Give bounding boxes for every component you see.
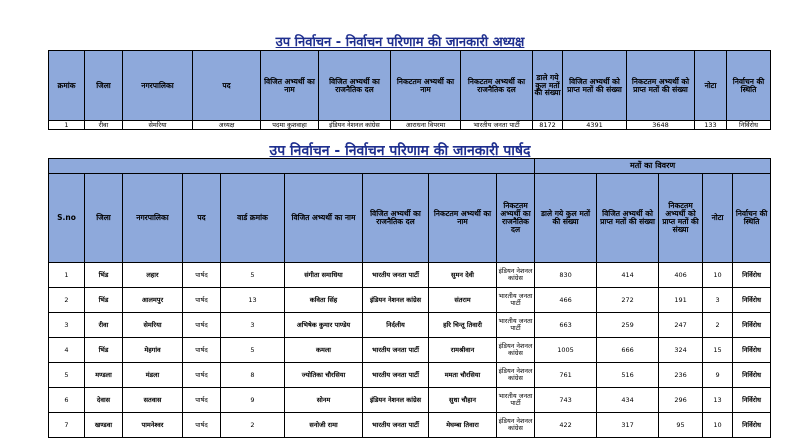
table-cell: आलमपुर <box>123 288 183 313</box>
table-cell: निर्विरोध <box>733 338 771 363</box>
table-cell: 422 <box>535 413 597 438</box>
table-cell: 8172 <box>533 121 563 130</box>
table1-header-cell: डाले गये कुल मतों की संख्या <box>533 51 563 121</box>
table-row <box>49 363 771 388</box>
table-cell: मण्डला <box>85 363 123 388</box>
table-cell: 324 <box>659 338 703 363</box>
table-cell: 3648 <box>627 121 695 130</box>
parshad-results-table <box>48 158 771 438</box>
table-cell: पार्षद <box>183 288 221 313</box>
table-cell: 4 <box>49 338 85 363</box>
table1-header-cell: निकटतम अभ्यर्थी को प्राप्त मतों की संख्या <box>627 51 695 121</box>
table-cell: 830 <box>535 263 597 288</box>
table-cell: 8 <box>221 363 285 388</box>
table2-group-header-row <box>49 159 771 174</box>
table-cell: निर्विरोध <box>727 121 771 130</box>
table-row <box>49 288 771 313</box>
table2-header-cell: नगरपालिका <box>123 174 183 263</box>
table-cell: 272 <box>597 288 659 313</box>
table-cell: अभिषेक कुमार पाण्डेय <box>285 313 363 338</box>
table-cell: 1005 <box>535 338 597 363</box>
table-cell: रीवा <box>85 313 123 338</box>
table-row <box>49 121 771 130</box>
table-cell: भिंड <box>85 263 123 288</box>
table2-header-cell: S.no <box>49 174 85 263</box>
table-cell: 15 <box>703 338 733 363</box>
table-cell: पार्षद <box>183 263 221 288</box>
table-cell: 2 <box>221 413 285 438</box>
table-cell: 13 <box>703 388 733 413</box>
table-cell: मंडला <box>123 363 183 388</box>
table-cell: 3 <box>49 313 85 338</box>
table-cell: 10 <box>703 413 733 438</box>
table1-header-cell: नोटा <box>695 51 727 121</box>
table-cell: पार्षद <box>183 363 221 388</box>
table2-group-spacer <box>49 159 535 174</box>
table2-header-cell: विजित अभ्यर्थी का राजनैतिक दल <box>363 174 429 263</box>
table2-body <box>49 263 771 438</box>
table-cell: इंडियन नेशनल कांग्रेस <box>363 288 429 313</box>
table-cell: इंडियन नेशनल कांग्रेस <box>497 413 535 438</box>
table-cell: ज्योतिका चौरसिया <box>285 363 363 388</box>
table-cell: भारतीय जनता पार्टी <box>497 288 535 313</box>
table-cell: सेमरिया <box>123 313 183 338</box>
table-cell: भारतीय जनता पार्टी <box>461 121 533 130</box>
table-cell: कमला <box>285 338 363 363</box>
table-cell: 191 <box>659 288 703 313</box>
table-cell: निर्विरोध <box>733 263 771 288</box>
table-cell: 2 <box>703 313 733 338</box>
table-cell: 5 <box>49 363 85 388</box>
table-cell: 5 <box>221 338 285 363</box>
table-cell: इंडियन नेशनल कांग्रेस <box>319 121 391 130</box>
table-cell: 317 <box>597 413 659 438</box>
table-cell: निर्विरोध <box>733 413 771 438</box>
table-cell: भारतीय जनता पार्टी <box>363 263 429 288</box>
table2-header-cell: नोटा <box>703 174 733 263</box>
table-row <box>49 388 771 413</box>
table-cell: 434 <box>597 388 659 413</box>
table-cell: 13 <box>221 288 285 313</box>
table-cell: पार्षद <box>183 338 221 363</box>
table-cell: पदमा कुशवाहा <box>261 121 319 130</box>
table-cell: आराधना विपरमा <box>391 121 461 130</box>
table-cell: भारतीय जनता पार्टी <box>363 413 429 438</box>
table-cell: इंडियन नेशनल कांग्रेस <box>497 338 535 363</box>
table2-header-cell: पद <box>183 174 221 263</box>
table-cell: 666 <box>597 338 659 363</box>
table-cell: पार्षद <box>183 388 221 413</box>
table-cell: निर्विरोध <box>733 388 771 413</box>
table1-header-cell: क्रमांक <box>49 51 85 121</box>
table-cell: निर्विरोध <box>733 313 771 338</box>
table1-header-row <box>49 51 771 121</box>
table-row <box>49 263 771 288</box>
table-cell: सोनम <box>285 388 363 413</box>
table-cell: 761 <box>535 363 597 388</box>
table1-header-cell: जिला <box>85 51 123 121</box>
table2-header-cell: विजित अभ्यर्थी का नाम <box>285 174 363 263</box>
table-cell: निर्दलीय <box>363 313 429 338</box>
table-cell: 414 <box>597 263 659 288</box>
table-cell: पार्षद <box>183 413 221 438</box>
table2-header-cell: निकटतम अभ्यर्थी का राजनैतिक दल <box>497 174 535 263</box>
table-cell: रामश्रीवान <box>429 338 497 363</box>
table-cell: देवास <box>85 388 123 413</box>
table-cell: सनोजी रामा <box>285 413 363 438</box>
table-cell: सुधा चौहान <box>429 388 497 413</box>
table-cell: 406 <box>659 263 703 288</box>
table-cell: 4391 <box>563 121 627 130</box>
title-adhyaksh: उप निर्वाचन - निर्वाचन परिणाम की जानकारी अध्यक्ष <box>275 35 525 50</box>
table-cell: 133 <box>695 121 727 130</box>
table1-header-cell: नगरपालिका <box>123 51 193 121</box>
table-row <box>49 338 771 363</box>
table1-header-cell: निर्वाचन की स्थिति <box>727 51 771 121</box>
table-cell: 9 <box>703 363 733 388</box>
table-cell: भिंड <box>85 288 123 313</box>
table2-header-row <box>49 174 771 263</box>
table-cell: सेमरिया <box>123 121 193 130</box>
table-cell: हरि चिन्तू तिवारी <box>429 313 497 338</box>
table-cell: इंडियन नेशनल कांग्रेस <box>497 263 535 288</box>
table-cell: निर्विरोध <box>733 288 771 313</box>
table-cell: भिंड <box>85 338 123 363</box>
adhyaksh-results-table <box>48 50 771 130</box>
title-parshad: उप निर्वाचन - निर्वाचन परिणाम की जानकारी पार्षद <box>269 143 531 159</box>
table-cell: भारतीय जनता पार्टी <box>363 363 429 388</box>
table-cell: 743 <box>535 388 597 413</box>
table-cell: 466 <box>535 288 597 313</box>
table2-header-cell: निकटतम अभ्यर्थी को प्राप्त मतों की संख्या <box>659 174 703 263</box>
table-cell: सुमन देवी <box>429 263 497 288</box>
table-cell: 247 <box>659 313 703 338</box>
table2-header-cell: वार्ड क्रमांक <box>221 174 285 263</box>
table1-header-cell: निकटतम अभ्यर्थी का नाम <box>391 51 461 121</box>
table1-header-cell: निकटतम अभ्यर्थी का राजनैतिक दल <box>461 51 533 121</box>
table-cell: 10 <box>703 263 733 288</box>
table-cell: 663 <box>535 313 597 338</box>
table-cell: निर्विरोध <box>733 363 771 388</box>
table2-header-cell: निकटतम अभ्यर्थी का नाम <box>429 174 497 263</box>
table-cell: 6 <box>49 388 85 413</box>
table-cell: मेहगांव <box>123 338 183 363</box>
table-cell: लहार <box>123 263 183 288</box>
table-cell: खण्डवा <box>85 413 123 438</box>
table-cell: अध्यक्ष <box>193 121 261 130</box>
table-cell: पामनेश्वर <box>123 413 183 438</box>
table-cell: कविता सिंह <box>285 288 363 313</box>
table-cell: 296 <box>659 388 703 413</box>
table-cell: पार्षद <box>183 313 221 338</box>
table-cell: 3 <box>221 313 285 338</box>
table-cell: 1 <box>49 121 85 130</box>
table-cell: भारतीय जनता पार्टी <box>497 388 535 413</box>
table-cell: 3 <box>703 288 733 313</box>
table1-body <box>49 121 771 130</box>
table1-header-cell: विजित अभ्यर्थी को प्राप्त मतों की संख्या <box>563 51 627 121</box>
table-cell: 259 <box>597 313 659 338</box>
table-cell: ममता चौरसिया <box>429 363 497 388</box>
table-cell: 516 <box>597 363 659 388</box>
table-cell: सतवास <box>123 388 183 413</box>
table-cell: भारतीय जनता पार्टी <box>497 313 535 338</box>
table-cell: 95 <box>659 413 703 438</box>
table-cell: इंडियन नेशनल कांग्रेस <box>363 388 429 413</box>
table-cell: संगीता समाधिया <box>285 263 363 288</box>
table-cell: 5 <box>221 263 285 288</box>
table2-group-header: मतों का विवरण <box>535 159 771 174</box>
table1-header-cell: विजित अभ्यर्थी का नाम <box>261 51 319 121</box>
table1-header-cell: पद <box>193 51 261 121</box>
table-cell: 7 <box>49 413 85 438</box>
table-cell: इंडियन नेशनल कांग्रेस <box>497 363 535 388</box>
table-row <box>49 413 771 438</box>
table2-header-cell: निर्वाचन की स्थिति <box>733 174 771 263</box>
table-cell: 236 <box>659 363 703 388</box>
table-cell: 9 <box>221 388 285 413</box>
table2-header-cell: डाले गये कुल मतों की संख्या <box>535 174 597 263</box>
table2-header-cell: विजित अभ्यर्थी को प्राप्त मतों की संख्या <box>597 174 659 263</box>
table-cell: 1 <box>49 263 85 288</box>
table-cell: मेघम्बा तिवारा <box>429 413 497 438</box>
table1-header-cell: विजित अभ्यर्थी का राजनैतिक दल <box>319 51 391 121</box>
table-cell: भारतीय जनता पार्टी <box>363 338 429 363</box>
table-cell: संतराम <box>429 288 497 313</box>
table-row <box>49 313 771 338</box>
table-cell: रीवा <box>85 121 123 130</box>
table2-header-cell: जिला <box>85 174 123 263</box>
table-cell: 2 <box>49 288 85 313</box>
